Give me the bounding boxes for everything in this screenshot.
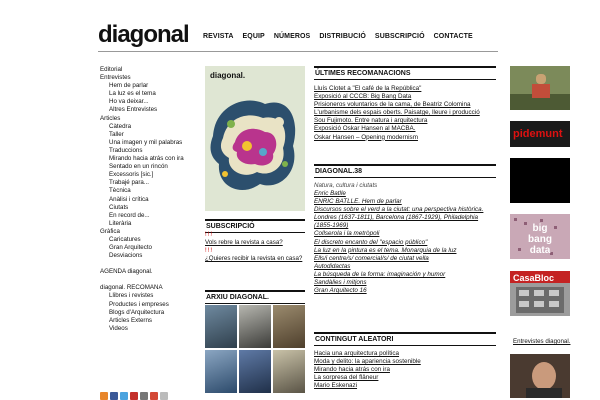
- sidebar-spacer: [100, 260, 200, 268]
- list-item-link[interactable]: Moda y delito: la apariencia sostenible: [314, 358, 421, 366]
- list-item-link[interactable]: Mario Eskenazi: [314, 382, 358, 390]
- list-item-link[interactable]: ENRIC BATLLE. Hem de parlar: [314, 198, 402, 206]
- nav-equip[interactable]: EQUIP: [242, 33, 265, 40]
- archive-cover-thumb[interactable]: [205, 305, 237, 348]
- sidebar-subitem[interactable]: Gran Arquitecto: [109, 244, 152, 252]
- svg-text:big: big: [532, 223, 548, 234]
- archive-cover-thumb[interactable]: [273, 305, 305, 348]
- issuu-icon[interactable]: [160, 392, 168, 400]
- recommendations-heading: ÚLTIMES RECOMANACIONS: [314, 66, 496, 80]
- top-navigation: [203, 33, 482, 40]
- nav-subscripcio[interactable]: SUBSCRIPCIÓ: [374, 33, 425, 40]
- facebook-icon[interactable]: [110, 392, 118, 400]
- list-item-link[interactable]: Discursos sobre el verd a la ciutat: una perspectiva històrica. Londres (1637-1811), Barcelona (1867-1929), Philadelphia (1855-1969): [314, 206, 484, 230]
- subscription-link-es[interactable]: ¿Quieres recibir la revista en casa?: [205, 255, 303, 262]
- banner-black[interactable]: [510, 158, 570, 203]
- magazine-cover-image[interactable]: [205, 66, 305, 211]
- pidemunt-text: pidemunt: [513, 128, 563, 140]
- list-item-link[interactable]: Sou Fujimoto. Entre natura i arquitectura: [314, 117, 428, 125]
- sidebar-subitem[interactable]: Taller: [109, 130, 124, 138]
- banner-casabloc[interactable]: [510, 271, 570, 316]
- list-item-link[interactable]: Gran Arquitecto 16: [314, 287, 367, 295]
- sidebar-nav: [100, 66, 200, 333]
- logo-text: diagonal.: [98, 21, 190, 48]
- sidebar-subitem[interactable]: Desviacions: [109, 252, 143, 260]
- recommendations-list: [314, 85, 496, 142]
- subscription-link-ca[interactable]: Vols rebre la revista a casa?: [205, 239, 283, 246]
- sidebar-subitem[interactable]: Altres Entrevistes: [109, 106, 158, 114]
- list-item-link[interactable]: Autodidactas: [314, 262, 351, 270]
- list-item-link[interactable]: Mirando hacia atrás con ira: [314, 366, 390, 374]
- issue-heading: DIAGONAL.38: [314, 164, 496, 178]
- sidebar-subitem[interactable]: Tècnica: [109, 187, 131, 195]
- list-item-link[interactable]: Oskar Hansen – Opening modernism: [314, 133, 418, 141]
- list-item-link[interactable]: La búsqueda de la forma: imaginación y humor: [314, 270, 446, 278]
- flickr-icon[interactable]: [140, 392, 148, 400]
- list-item-link[interactable]: El discreto encanto del "espacio público": [314, 238, 428, 246]
- archive-heading: ARXIU DIAGONAL.: [205, 290, 305, 304]
- subscription-stars: !!!: [205, 232, 214, 238]
- sidebar-subitem[interactable]: Sentado en un rincón: [109, 163, 168, 171]
- banner-photo-chair[interactable]: [510, 66, 570, 110]
- subscription-stars: !!!: [205, 248, 214, 254]
- sidebar-item[interactable]: Gràfica: [100, 227, 120, 235]
- list-item-link[interactable]: Exposició al CCCB: Big Bang Data: [314, 93, 412, 101]
- sidebar-item[interactable]: Articles: [100, 114, 121, 122]
- issue-list: [314, 181, 496, 295]
- sidebar-subitem[interactable]: Excessoris [sic.]: [109, 171, 154, 179]
- nav-contacte[interactable]: CONTACTE: [433, 33, 473, 40]
- interviews-link[interactable]: Entrevistes diagonal.: [513, 338, 571, 345]
- sidebar-item[interactable]: Editorial: [100, 66, 123, 73]
- list-item-link[interactable]: L'urbanisme dels espais oberts. Paisatge, lleure i producció: [314, 109, 480, 117]
- sidebar-subitem[interactable]: Llibres i revistes: [109, 292, 154, 300]
- archive-cover-thumb[interactable]: [205, 350, 237, 393]
- google-plus-icon[interactable]: [150, 392, 158, 400]
- sidebar-subitem[interactable]: En record de...: [109, 211, 150, 219]
- sidebar-subitem[interactable]: Anàlisi i crítica: [109, 195, 149, 203]
- sidebar-subitem[interactable]: Càtedra: [109, 122, 132, 130]
- banner-pidemunt[interactable]: [510, 121, 570, 147]
- sidebar-item[interactable]: diagonal. RECOMANA: [100, 284, 163, 292]
- list-item-link[interactable]: Ells/i centre/s/ comercial/s/ de ciutat vella: [314, 254, 429, 262]
- subscription-box: [205, 231, 305, 263]
- header-divider: [98, 51, 498, 52]
- subscription-heading: SUBSCRIPCIÓ: [205, 219, 305, 233]
- sidebar-item[interactable]: Entrevistes: [100, 74, 131, 82]
- list-item-link[interactable]: La luz en la pintura es el tema. Monarquia de la luz: [314, 246, 457, 254]
- nav-numeros[interactable]: NÚMEROS: [273, 33, 311, 40]
- list-item-link[interactable]: La sorpresa del flâneur: [314, 374, 379, 382]
- sidebar-subitem[interactable]: Ho va deixar...: [109, 98, 149, 106]
- social-icons: [100, 392, 168, 400]
- nav-revista[interactable]: REVISTA: [203, 33, 234, 40]
- list-item-link[interactable]: Enric Batlle: [314, 190, 346, 197]
- random-content-list: [314, 350, 496, 390]
- site-logo[interactable]: [98, 20, 190, 50]
- list-item-link[interactable]: Sandàlies i mitjons: [314, 279, 367, 287]
- sidebar-subitem[interactable]: Articles Externs: [109, 316, 152, 324]
- sidebar-subitem[interactable]: Mirando hacia atrás con ira: [109, 155, 184, 163]
- sidebar-spacer: [100, 276, 200, 284]
- sidebar-subitem[interactable]: Traduccions: [109, 146, 143, 154]
- list-item-link[interactable]: Prisioneros voluntarios de la cama, de Beatriz Colomina: [314, 101, 471, 109]
- banner-big-bang-data[interactable]: [510, 214, 570, 259]
- archive-cover-thumb[interactable]: [239, 305, 271, 348]
- sidebar-subitem[interactable]: Una imagen y mil palabras: [109, 138, 183, 146]
- sidebar-subitem[interactable]: Videos: [109, 324, 128, 332]
- sidebar-item[interactable]: AGENDA diagonal.: [100, 268, 153, 276]
- sidebar-subitem[interactable]: Blogs d'Arquitectura: [109, 308, 165, 316]
- banner-interview-photo[interactable]: [510, 354, 570, 398]
- archive-grid: [205, 305, 305, 393]
- sidebar-subitem[interactable]: Caricatures: [109, 235, 141, 243]
- archive-cover-thumb[interactable]: [273, 350, 305, 393]
- svg-text:bang: bang: [528, 234, 552, 245]
- sidebar-subitem[interactable]: Hem de parlar: [109, 82, 149, 90]
- twitter-icon[interactable]: [120, 392, 128, 400]
- svg-text:data: data: [529, 245, 551, 256]
- list-item-link[interactable]: Hacia una arquitectura política: [314, 350, 400, 357]
- list-item-link[interactable]: Collserola i la metròpoli: [314, 230, 380, 238]
- list-item-link[interactable]: Exposició Oskar Hansen al MACBA.: [314, 125, 416, 133]
- list-item-link[interactable]: Lluís Clotet a "El café de la República": [314, 85, 422, 92]
- rss-icon[interactable]: [100, 392, 108, 400]
- issue-subtitle: Natura, cultura i ciutats: [314, 182, 378, 189]
- archive-cover-thumb[interactable]: [239, 350, 271, 393]
- sidebar-subitem[interactable]: Ciutats: [109, 203, 129, 211]
- sidebar-subitem[interactable]: La luz es el tema: [109, 90, 156, 98]
- casabloc-text: CasaBloc: [513, 273, 555, 283]
- sidebar-subitem[interactable]: Productes i empreses: [109, 300, 169, 308]
- sidebar-subitem[interactable]: Literària: [109, 219, 132, 227]
- random-content-heading: CONTINGUT ALEATORI: [314, 332, 496, 346]
- youtube-icon[interactable]: [130, 392, 138, 400]
- sidebar-subitem[interactable]: Trabajé para...: [109, 179, 150, 187]
- nav-distribucio[interactable]: DISTRIBUCIÓ: [319, 33, 366, 40]
- cover-title: diagonal.: [210, 71, 246, 80]
